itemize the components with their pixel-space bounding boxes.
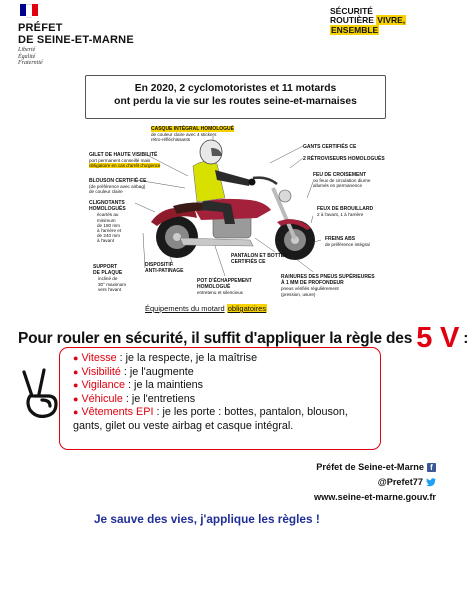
label-pot — [197, 278, 252, 296]
vivre-label: VIVRE, — [377, 15, 406, 25]
devise — [18, 47, 43, 67]
v-key: Vitesse — [81, 352, 117, 364]
headline-line2: ont perdu la vie sur les routes seine-et-marnaises — [114, 96, 357, 107]
headline-line1: En 2020, 2 cyclomotoristes et 11 motards — [134, 83, 337, 94]
headline-box — [85, 75, 386, 119]
casque-title: CASQUE INTÉGRAL HOMOLOGUÉ — [151, 126, 234, 132]
rule-text: Pour rouler en sécurité, il suffit d'appliquer la règle des — [18, 330, 413, 347]
v-text: : je l'entretiens — [122, 392, 196, 405]
five-v-list — [59, 347, 381, 450]
clignotants-title-1: CLIGNOTANTS — [89, 200, 125, 206]
rule-5v: 5 V — [416, 322, 460, 354]
securite-label: SÉCURITÉ — [330, 6, 373, 16]
slogan: Je sauve des vies, j'applique les règles ! — [94, 512, 320, 526]
support-desc-2: 30° maximum — [98, 281, 127, 287]
facebook-icon[interactable]: f — [427, 463, 436, 472]
antipatinage-title-2: ANTI-PATINAGE — [145, 268, 184, 275]
label-gants — [303, 144, 356, 150]
clignotants-desc-1: écartés au — [97, 212, 119, 218]
v-text: gants, gilet ou veste airbag et casque intégral. — [73, 419, 294, 432]
support-title-1: SUPPORT — [93, 264, 118, 270]
feu-croisement-desc-2: allumés en permanence — [313, 183, 363, 189]
ensemble-label: ENSEMBLE — [331, 24, 379, 35]
contact-block — [286, 460, 436, 505]
gilet-title: GILET DE HAUTE VISIBILITÉ — [89, 152, 158, 158]
casque-desc-2: rétro-réfléchissants — [151, 137, 191, 143]
rainures-desc-1: pneus vérifiés régulièrement — [281, 286, 339, 292]
v-text: : je les porte : bottes, pantalon, blouson, — [153, 406, 348, 419]
brouillard-desc: 2 à l'avant, 1 à l'arrière — [317, 212, 364, 218]
v-key: Véhicule — [81, 392, 123, 405]
devise-egalite: Égalité — [18, 53, 36, 60]
blouson-title: BLOUSON CERTIFIÉ CE — [89, 178, 147, 184]
securite-routiere-logo — [330, 7, 423, 35]
label-casque — [151, 126, 234, 143]
prefet-title-line1: PRÉFET — [18, 22, 63, 34]
equipements-caption — [145, 304, 267, 313]
devise-fraternite: Fraternité — [18, 60, 43, 66]
freins-title: FREINS ABS — [325, 236, 356, 242]
rainures-title-2: À 1 MM DE PROFONDEUR — [281, 280, 344, 287]
prefet-title-line2: DE SEINE-ET-MARNE — [18, 34, 134, 46]
antipatinage-title-1: DISPOSITIF — [145, 262, 173, 268]
label-brouillard — [317, 206, 373, 217]
prefet-title — [18, 22, 134, 46]
label-clignotants — [89, 200, 126, 244]
feu-croisement-title: FEU DE CROISEMENT — [313, 172, 367, 178]
twitter-icon[interactable] — [426, 478, 436, 487]
v-key: Vêtements EPI — [81, 406, 154, 419]
clignotants-desc-5: de 240 mm — [97, 233, 120, 239]
pantalon-title-2: CERTIFIÉS CE — [231, 259, 266, 266]
label-feu-croisement — [313, 172, 370, 189]
label-blouson — [89, 178, 147, 195]
support-title-2: DE PLAQUE — [93, 270, 123, 277]
v-item-vehicule: ● Véhicule : je l'entretiens — [73, 392, 196, 405]
v-text: : je la respecte, je la maîtrise — [116, 352, 258, 364]
label-rainures — [281, 274, 375, 297]
support-desc-1: incliné de — [98, 276, 118, 282]
pot-desc: entretenu et silencieux — [197, 290, 243, 296]
prefet-name: Préfet de Seine-et-Marne — [316, 462, 424, 472]
rainures-title-1: RAINURES DES PNEUS SUPÉRIEURES — [281, 274, 375, 280]
v-key: Visibilité — [81, 365, 121, 378]
website-link[interactable]: www.seine-et-marne.gouv.fr — [313, 492, 436, 502]
label-freins — [325, 236, 370, 247]
devise-liberte: Liberté — [18, 47, 36, 53]
label-support — [93, 264, 126, 292]
equip-label: Équipements du motard — [145, 304, 225, 313]
twitter-handle[interactable]: @Prefet77 — [377, 477, 423, 487]
blouson-desc-2: de couleur claire — [89, 189, 123, 195]
label-gilet — [89, 152, 160, 169]
gants-title: GANTS CERTIFIÉS CE — [303, 144, 357, 150]
motorcycle-infographic — [85, 118, 386, 304]
retro-title: 2 RÉTROVISEURS HOMOLOGUÉS — [303, 156, 385, 162]
gilet-desc-2: obligatoire en cas d'arrêt d'urgence — [89, 163, 161, 169]
blouson-desc-1: (de préférence avec airbag) — [89, 184, 146, 190]
support-desc-3: vers l'avant — [98, 286, 122, 292]
v-item-vetements: ● Vêtements EPI : je les porte : bottes, pantalon, blouson, — [73, 406, 348, 419]
victory-hand-icon — [20, 366, 62, 422]
equip-obligatoires: obligatoires — [227, 304, 267, 313]
v-text: : je la maintiens — [125, 379, 204, 392]
casque-desc-1: de couleur claire avec 4 stickers — [151, 132, 217, 138]
v-item-vetements-cont — [73, 420, 372, 434]
clignotants-title-2: HOMOLOGUÉS — [89, 206, 126, 213]
rainures-desc-2: (pression, usure) — [281, 291, 316, 297]
v-text: : je l'augmente — [120, 365, 194, 378]
routiere-label: ROUTIÈRE — [330, 15, 374, 25]
label-retro — [303, 156, 385, 162]
clignotants-desc-4: à l'arrière et — [97, 228, 122, 234]
v-item-visibilite: ● Visibilité : je l'augmente — [73, 365, 194, 378]
feu-croisement-desc-1: ou feux de circulation diurne — [313, 178, 371, 184]
clignotants-desc-2: minimum — [97, 217, 116, 223]
v-key: Vigilance — [81, 379, 126, 392]
v-item-vitesse: ● Vitesse : je la respecte, je la maîtrise — [73, 352, 258, 364]
marianne-logo — [20, 4, 38, 16]
gilet-desc-1: port permanent conseillé mais — [89, 158, 151, 164]
pot-title-2: HOMOLOGUÉ — [197, 284, 231, 291]
label-pantalon — [231, 253, 287, 265]
clignotants-desc-6: à l'avant — [97, 238, 114, 244]
freins-desc: de préférence intégral — [325, 242, 370, 248]
pot-title-1: POT D'ÉCHAPPEMENT — [197, 278, 252, 284]
rule-colon: : — [463, 330, 469, 347]
pantalon-title-1: PANTALON ET BOTTES — [231, 253, 288, 259]
v-item-vigilance: ● Vigilance : je la maintiens — [73, 379, 204, 392]
clignotants-desc-3: de 180 mm — [97, 222, 120, 228]
label-antipatinage — [145, 262, 183, 274]
brouillard-title: FEUX DE BROUILLARD — [317, 206, 374, 212]
